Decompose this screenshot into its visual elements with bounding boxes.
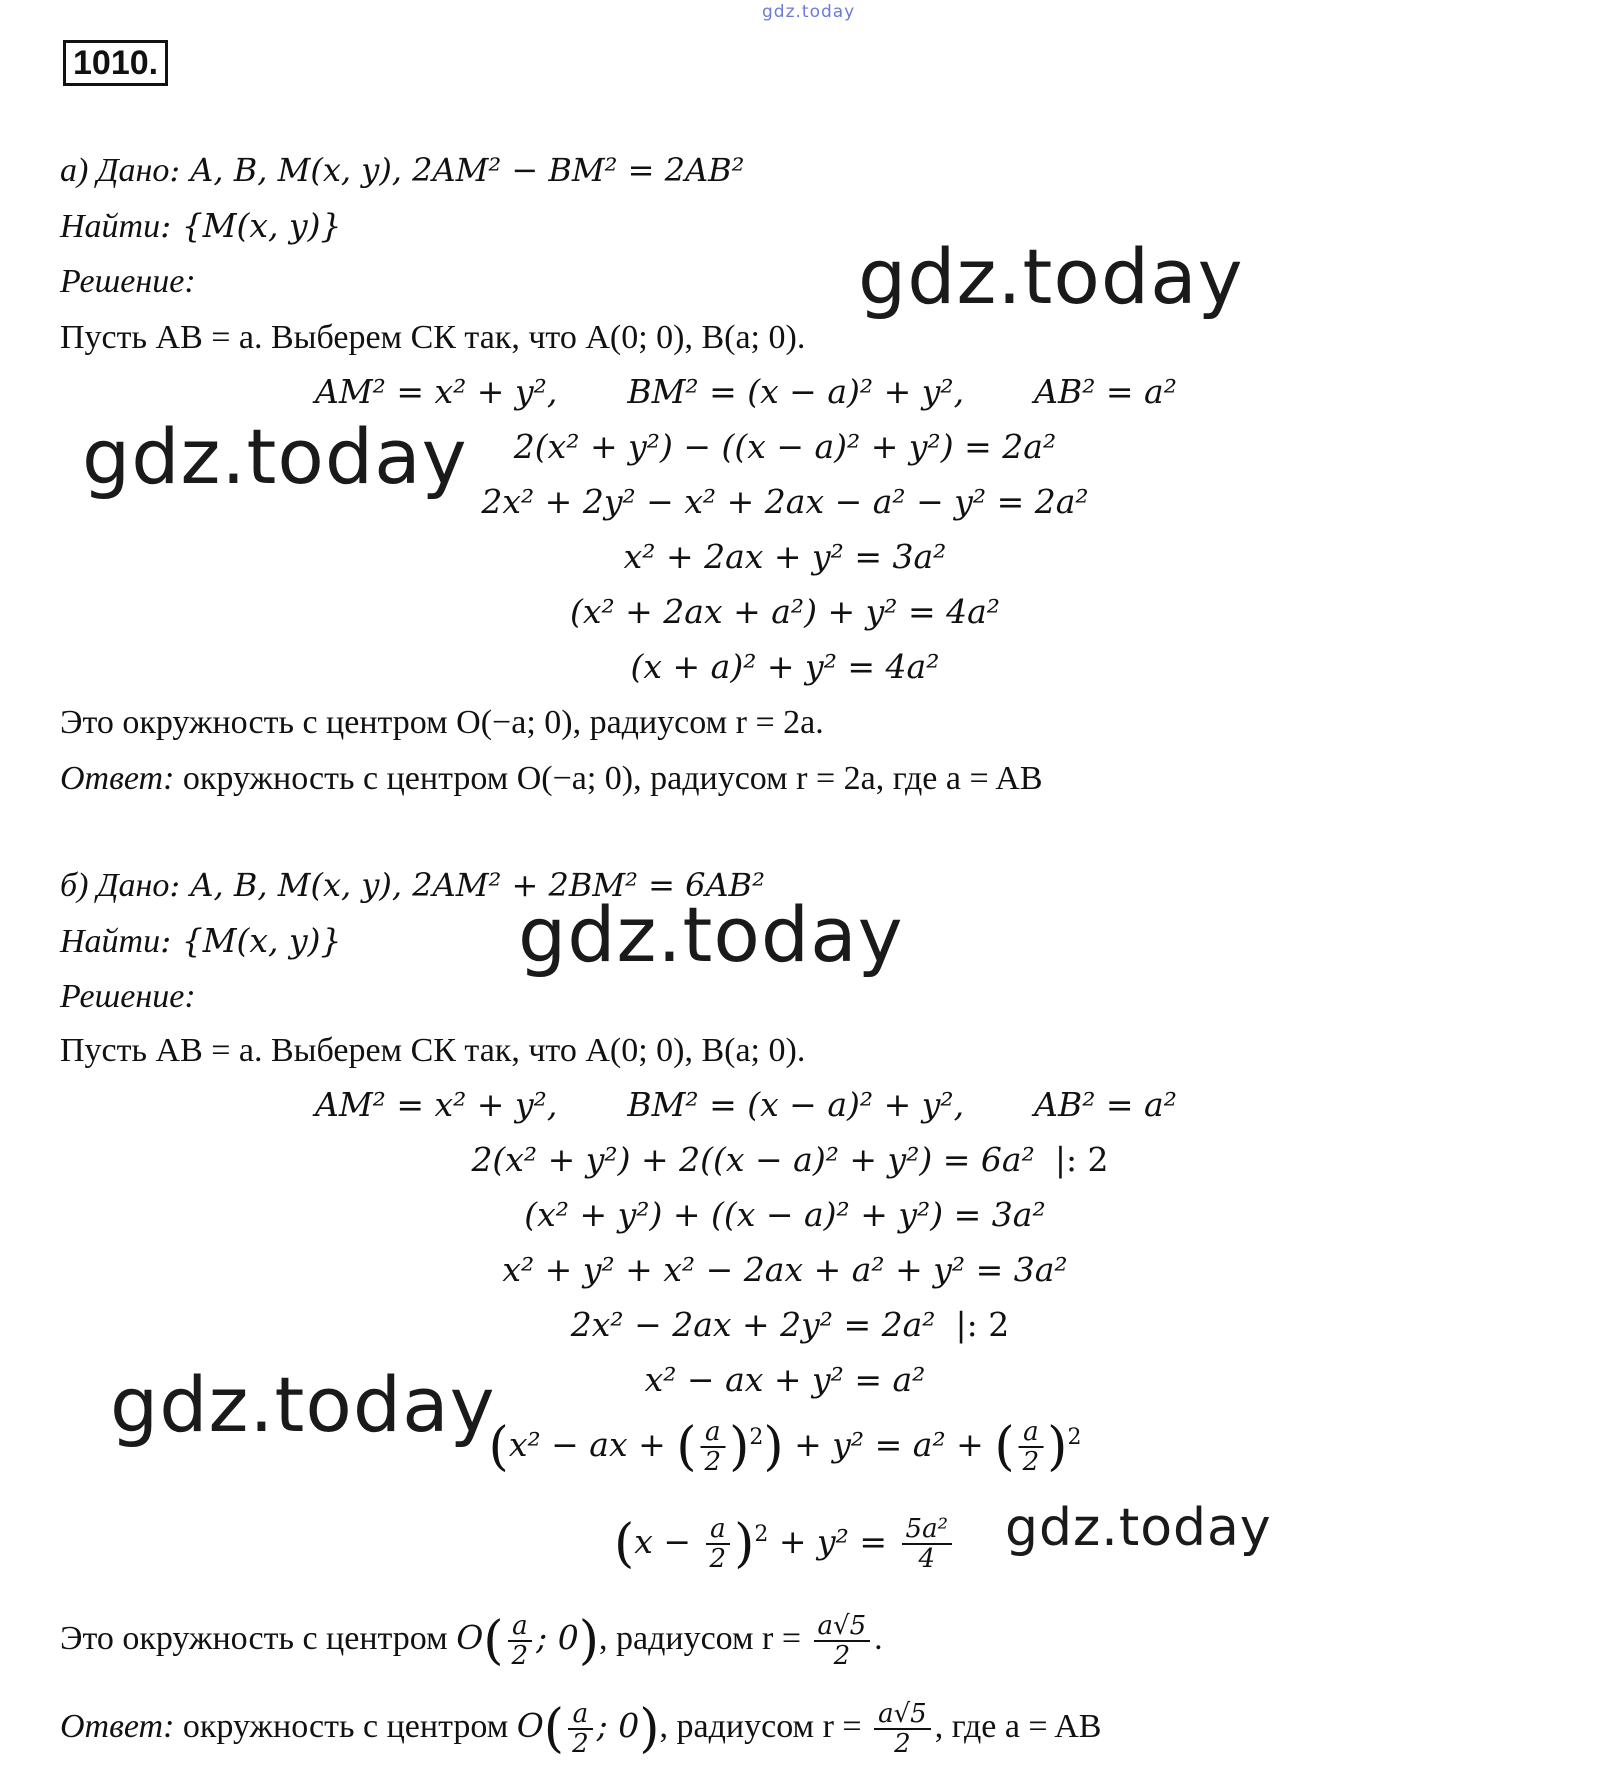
part-a-solution-label: Решение: <box>60 263 196 300</box>
part-a-setup: Пусть AB = a. Выберем СК так, что A(0; 0), B(a; 0). <box>60 319 806 356</box>
part-b-find <box>60 921 341 962</box>
watermark-5: gdz.today <box>1005 1498 1272 1558</box>
fraction-a-over-2: $\frac{a}{2}$ <box>706 1515 731 1573</box>
eq-ab: AB² = a² <box>1034 372 1177 411</box>
fraction-a-over-2: $\frac{a}{2}$ <box>1019 1418 1044 1476</box>
center-tail: ; 0 <box>536 1617 579 1657</box>
part-b-answer: Ответ: окружность с центром O( $\frac{a}{2}$ ; 0), радиусом r = $\frac{a√5}{2}$ , где a = AB <box>60 1699 1102 1759</box>
given-label: б) Дано <box>60 867 170 904</box>
step-6-mid: + y² = a² + <box>783 1425 995 1464</box>
part-a-conclusion: Это окружность с центром O(−a; 0), радиусом r = 2a. <box>60 704 824 741</box>
part-a-find <box>60 206 341 247</box>
part-b-step-7: (x − $\frac{a}{2}$ )$^2$ + y² = $\frac{\text{5a²}}{4}$ <box>614 1515 956 1573</box>
fraction-5a2-over-4: $\frac{\text{5a²}}{4}$ <box>902 1515 952 1573</box>
part-b-conclusion: Это окружность с центром O( $\frac{a}{2}$ ; 0), радиусом r = $\frac{a√5}{2}$ . <box>60 1611 883 1671</box>
part-a-given <box>60 150 744 191</box>
find-text: : {M(x, y)} <box>160 206 342 245</box>
step-7-mid: + y² = <box>768 1522 898 1561</box>
part-a-step-2: 2x² + 2y² − x² + 2ax − a² − y² = 2a² <box>481 482 1089 521</box>
step-text: 2(x² + y²) + 2((x − a)² + y²) = 6a² <box>471 1140 1035 1179</box>
step-6-left: x² − ax + <box>508 1425 677 1464</box>
eq-ab: AB² = a² <box>1034 1085 1177 1124</box>
eq-am: AM² = x² + y², <box>315 1085 558 1124</box>
part-a-step-1: 2(x² + y²) − ((x − a)² + y²) = 2a² <box>513 427 1057 466</box>
answer-text: окружность с центром <box>174 1707 517 1745</box>
conclusion-text: Это окружность с центром <box>60 1619 457 1657</box>
fraction-a-over-2: $\frac{a}{2}$ <box>568 1700 593 1758</box>
find-text: : {M(x, y)} <box>160 921 342 960</box>
divide-mark: |: 2 <box>955 1305 1010 1344</box>
part-a-step-4: (x² + 2ax + a²) + y² = 4a² <box>569 592 1001 631</box>
watermark-3: gdz.today <box>518 890 904 979</box>
find-label: Найти <box>60 923 161 960</box>
center-label: O <box>516 1705 544 1745</box>
find-label: Найти <box>60 208 161 245</box>
fraction-radius: $\frac{a√5}{2}$ <box>874 1700 931 1758</box>
eq-bm: BM² = (x − a)² + y², <box>627 372 965 411</box>
watermark-2: gdz.today <box>82 412 468 501</box>
watermark-1: gdz.today <box>858 232 1244 321</box>
part-b-eq-row <box>315 1085 1177 1125</box>
step-7-left: x − <box>634 1522 702 1561</box>
top-watermark: gdz.today <box>762 2 856 22</box>
answer-label: Ответ: <box>60 1707 175 1745</box>
part-b-step-4 <box>571 1305 1010 1345</box>
conclusion-end: . <box>874 1619 883 1657</box>
part-b-step-3: x² + y² + x² − 2ax + a² + y² = 3a² <box>502 1250 1068 1289</box>
given-text: : A, B, M(x, y), 2AM² − BM² = 2AB² <box>169 151 745 189</box>
watermark-4: gdz.today <box>110 1360 496 1449</box>
answer-label: Ответ: <box>60 760 175 797</box>
fraction-a-over-2: $\frac{a}{2}$ <box>508 1612 533 1670</box>
center-label: O <box>456 1617 484 1657</box>
answer-mid: , радиусом r = <box>659 1707 871 1745</box>
part-b-step-6: (x² − ax + ( $\frac{a}{2}$ )$^2$) + y² = a² + ( $\frac{a}{2}$ )$^2$ <box>488 1417 1082 1477</box>
part-b-step-1 <box>471 1140 1108 1180</box>
conclusion-mid: , радиусом r = <box>599 1619 810 1657</box>
fraction-radius: $\frac{a√5}{2}$ <box>814 1612 871 1670</box>
part-b-step-2: (x² + y²) + ((x − a)² + y²) = 3a² <box>524 1195 1046 1234</box>
part-a-step-5: (x + a)² + y² = 4a² <box>630 647 940 686</box>
part-a-eq-row <box>315 372 1177 412</box>
part-b-step-5: x² − ax + y² = a² <box>644 1360 926 1399</box>
step-text: 2x² − 2ax + 2y² = 2a² <box>570 1305 936 1344</box>
center-tail: ; 0 <box>596 1705 640 1745</box>
answer-end: , где a = AB <box>934 1707 1102 1745</box>
part-a-answer <box>60 759 1043 799</box>
eq-am: AM² = x² + y², <box>315 372 558 411</box>
divide-mark: |: 2 <box>1054 1140 1109 1179</box>
eq-bm: BM² = (x − a)² + y², <box>627 1085 965 1124</box>
part-b-setup: Пусть AB = a. Выберем СК так, что A(0; 0), B(a; 0). <box>60 1032 806 1069</box>
part-b-solution-label: Решение: <box>60 978 196 1015</box>
fraction-a-over-2: $\frac{a}{2}$ <box>701 1418 726 1476</box>
given-text: : A, B, M(x, y), 2AM² + 2BM² = 6AB² <box>169 866 765 904</box>
part-b-given <box>60 865 765 906</box>
part-a-step-3: x² + 2ax + y² = 3a² <box>623 537 947 576</box>
given-label: а) Дано <box>60 152 170 189</box>
answer-text: окружность с центром O(−a; 0), радиусом r = 2a, где a = AB <box>174 760 1043 797</box>
problem-number: 1010. <box>63 40 168 86</box>
